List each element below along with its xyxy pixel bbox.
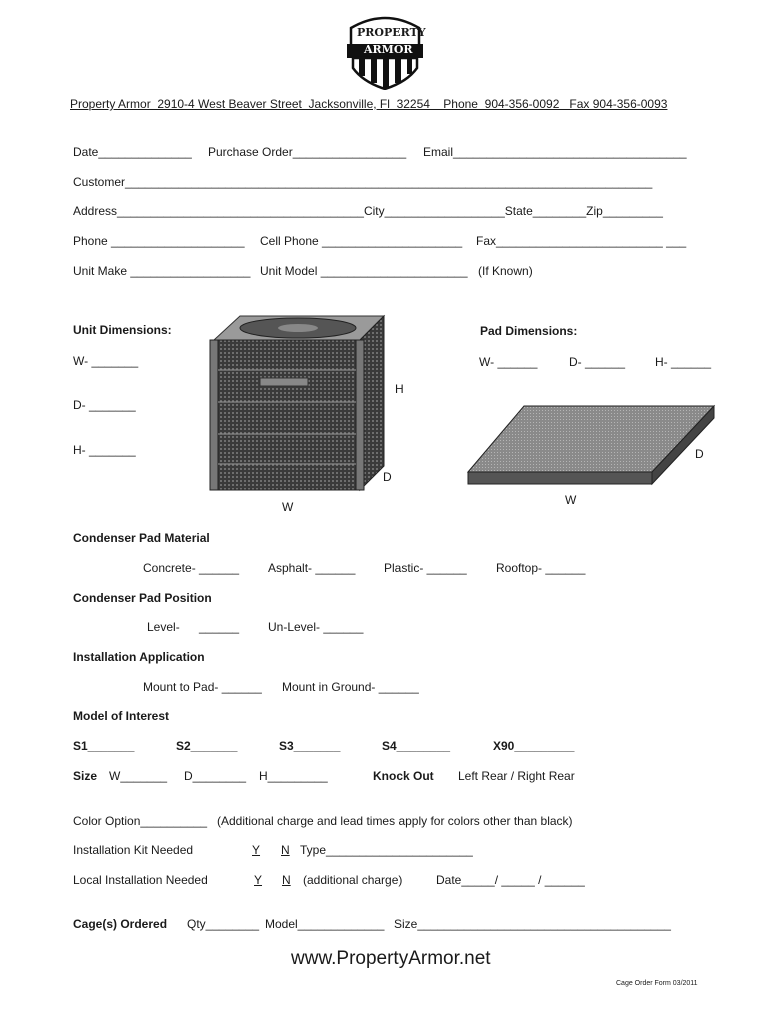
condenser-unit-image xyxy=(200,312,392,494)
unit-height-field[interactable]: H- _______ xyxy=(73,443,136,457)
unit-width-field[interactable]: W- _______ xyxy=(73,354,139,368)
cages-model-field[interactable]: Model_____________ xyxy=(265,917,385,931)
model-s3-option[interactable]: S3_______ xyxy=(279,739,341,753)
date-field[interactable]: Date______________ xyxy=(73,145,192,159)
model-s4-option[interactable]: S4________ xyxy=(382,739,451,753)
model-title: Model of Interest xyxy=(73,709,170,723)
size-label: Size xyxy=(73,769,98,783)
pad-depth-field[interactable]: D- ______ xyxy=(569,355,626,369)
model-x90-option[interactable]: X90_________ xyxy=(493,739,575,753)
knock-out-options[interactable]: Left Rear / Right Rear xyxy=(458,769,575,783)
mount-to-pad-option[interactable]: Mount to Pad- ______ xyxy=(143,680,262,694)
cages-qty-field[interactable]: Qty________ xyxy=(187,917,260,931)
local-installation-label: Local Installation Needed xyxy=(73,873,208,887)
email-field[interactable]: Email___________________________________ xyxy=(423,145,687,159)
color-option-field[interactable]: Color Option__________ xyxy=(73,814,208,828)
phone-field[interactable]: Phone ____________________ xyxy=(73,234,245,248)
pad-material-title: Condenser Pad Material xyxy=(73,531,210,545)
cell-phone-field[interactable]: Cell Phone _____________________ xyxy=(260,234,463,248)
unit-dimensions-label: Unit Dimensions: xyxy=(73,323,172,337)
mount-in-ground-option[interactable]: Mount in Ground- ______ xyxy=(282,680,419,694)
if-known-note: (If Known) xyxy=(478,264,533,278)
pad-height-field[interactable]: H- ______ xyxy=(655,355,712,369)
pad-position-title: Condenser Pad Position xyxy=(73,591,212,605)
size-width-field[interactable]: W_______ xyxy=(109,769,168,783)
plastic-option[interactable]: Plastic- ______ xyxy=(384,561,467,575)
installation-kit-no[interactable]: N xyxy=(281,843,290,857)
unit-model-field[interactable]: Unit Model ______________________ xyxy=(260,264,468,278)
unit-depth-field[interactable]: D- _______ xyxy=(73,398,136,412)
model-s1-option[interactable]: S1_______ xyxy=(73,739,135,753)
fax-field[interactable]: Fax_________________________ ___ xyxy=(476,234,687,248)
condenser-width-marker: W xyxy=(282,500,294,514)
model-s2-option[interactable]: S2_______ xyxy=(176,739,238,753)
website-url[interactable]: www.PropertyArmor.net xyxy=(291,948,491,969)
unlevel-option[interactable]: Un-Level- ______ xyxy=(268,620,364,634)
installation-kit-type-field[interactable]: Type______________________ xyxy=(300,843,473,857)
company-address-line: Property Armor 2910-4 West Beaver Street Jacksonville, Fl 32254 Phone 904-356-0092 Fax 904-356-0093 xyxy=(70,97,668,111)
unit-make-field[interactable]: Unit Make __________________ xyxy=(73,264,251,278)
concrete-option[interactable]: Concrete- ______ xyxy=(143,561,240,575)
logo-top-text: PROPERTY xyxy=(357,26,426,39)
level-option-blank[interactable]: ______ xyxy=(199,620,240,634)
installation-kit-yes[interactable]: Y xyxy=(252,843,261,857)
local-installation-yes[interactable]: Y xyxy=(254,873,263,887)
cages-size-field[interactable]: Size______________________________________ xyxy=(394,917,671,931)
customer-field[interactable]: Customer_______________________________________________________________________________ xyxy=(73,175,653,189)
address-field[interactable]: Address_____________________________________City__________________State________Zip_________ xyxy=(73,204,663,218)
condenser-height-marker: H xyxy=(395,382,404,396)
size-height-field[interactable]: H_________ xyxy=(259,769,328,783)
installation-title: Installation Application xyxy=(73,650,205,664)
local-installation-note: (additional charge) xyxy=(303,873,403,887)
installation-kit-label: Installation Kit Needed xyxy=(73,843,194,857)
condenser-depth-marker: D xyxy=(383,470,392,484)
pad-width-marker: W xyxy=(565,493,577,507)
form-version-code: Cage Order Form 03/2011 xyxy=(616,980,698,987)
asphalt-option[interactable]: Asphalt- ______ xyxy=(268,561,356,575)
pad-dimensions-label: Pad Dimensions: xyxy=(480,324,578,338)
purchase-order-field[interactable]: Purchase Order_________________ xyxy=(208,145,407,159)
local-installation-date-field[interactable]: Date_____/ _____ / ______ xyxy=(436,873,585,887)
pad-width-field[interactable]: W- ______ xyxy=(479,355,538,369)
logo-banner-text: ARMOR xyxy=(364,43,413,56)
color-option-note: (Additional charge and lead times apply for colors other than black) xyxy=(217,814,573,828)
size-depth-field[interactable]: D________ xyxy=(184,769,247,783)
knock-out-label: Knock Out xyxy=(373,769,434,783)
pad-depth-marker: D xyxy=(695,447,704,461)
local-installation-no[interactable]: N xyxy=(282,873,291,887)
condenser-pad-image xyxy=(464,404,718,488)
cages-ordered-label: Cage(s) Ordered xyxy=(73,917,168,931)
rooftop-option[interactable]: Rooftop- ______ xyxy=(496,561,586,575)
level-option-label: Level- xyxy=(147,620,180,634)
